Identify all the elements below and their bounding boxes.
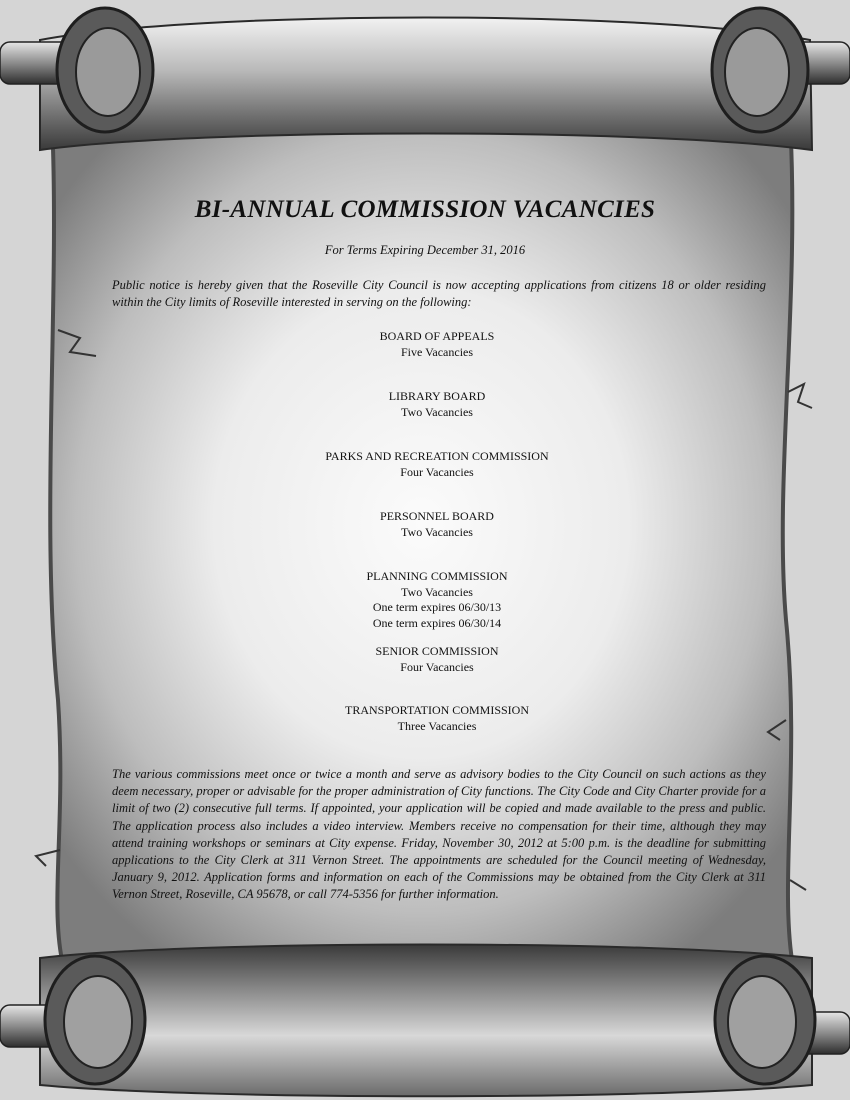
closing-paragraph: The various commissions meet once or twice a month and serve as advisory bodies to the City Council on such actions as they deem necessary, proper or advisable for the proper administration of City functions. The City Code and City Charter provide for a limit of two (2) consecutive full terms. If appointed, your application will be copied and made available to the press and public. The application process also includes a video interview. Members receive no compensation for their time, although they may attend training workshops or seminars at City expense. Friday, November 30, 2012 at 5:00 p.m. is the deadline for submitting applications to the City Clerk at 311 Vernon Street. The appointments are scheduled for the Council meeting of Wednesday, January 9, 2012. Application forms and information on each of the Commissions may be obtained from the City Clerk at 311 Vernon Street, Roseville, CA 95678, or call 774-5356 for further information. bbox=[112, 767, 766, 902]
board-name: PARKS AND RECREATION COMMISSION bbox=[325, 449, 549, 463]
board-vacancies: Two Vacancies bbox=[401, 404, 473, 419]
board-transportation-commission bbox=[225, 703, 649, 734]
board-vacancies: Two Vacancies bbox=[401, 524, 473, 539]
board-board-of-appeals bbox=[225, 329, 649, 360]
board-vacancies: Five Vacancies bbox=[400, 344, 474, 359]
document-subtitle: For Terms Expiring December 31, 2016 bbox=[324, 243, 526, 257]
board-name: PLANNING COMMISSION bbox=[366, 569, 508, 583]
board-name: PERSONNEL BOARD bbox=[380, 509, 494, 523]
board-vacancies: Three Vacancies bbox=[397, 718, 477, 733]
board-name: LIBRARY BOARD bbox=[388, 389, 486, 403]
board-vacancies: Two Vacancies bbox=[401, 584, 473, 599]
board-personnel-board bbox=[225, 509, 649, 540]
board-term-note: One term expires 06/30/13 bbox=[372, 600, 502, 614]
document-title: BI-ANNUAL COMMISSION VACANCIES bbox=[194, 196, 656, 223]
board-planning-commission bbox=[225, 569, 649, 631]
board-term-note: One term expires 06/30/14 bbox=[372, 615, 502, 630]
board-senior-commission bbox=[225, 644, 649, 675]
board-library-board bbox=[225, 389, 649, 420]
board-name: BOARD OF APPEALS bbox=[379, 329, 495, 343]
board-name: TRANSPORTATION COMMISSION bbox=[344, 703, 529, 717]
board-vacancies: Four Vacancies bbox=[400, 659, 474, 674]
board-name: SENIOR COMMISSION bbox=[375, 644, 499, 658]
board-vacancies: Four Vacancies bbox=[400, 464, 474, 479]
board-parks-and-recreation bbox=[225, 449, 649, 480]
intro-paragraph: Public notice is hereby given that the Roseville City Council is now accepting applications from citizens 18 or older residing within the City limits of Roseville interested in serving on the following: bbox=[112, 278, 766, 309]
